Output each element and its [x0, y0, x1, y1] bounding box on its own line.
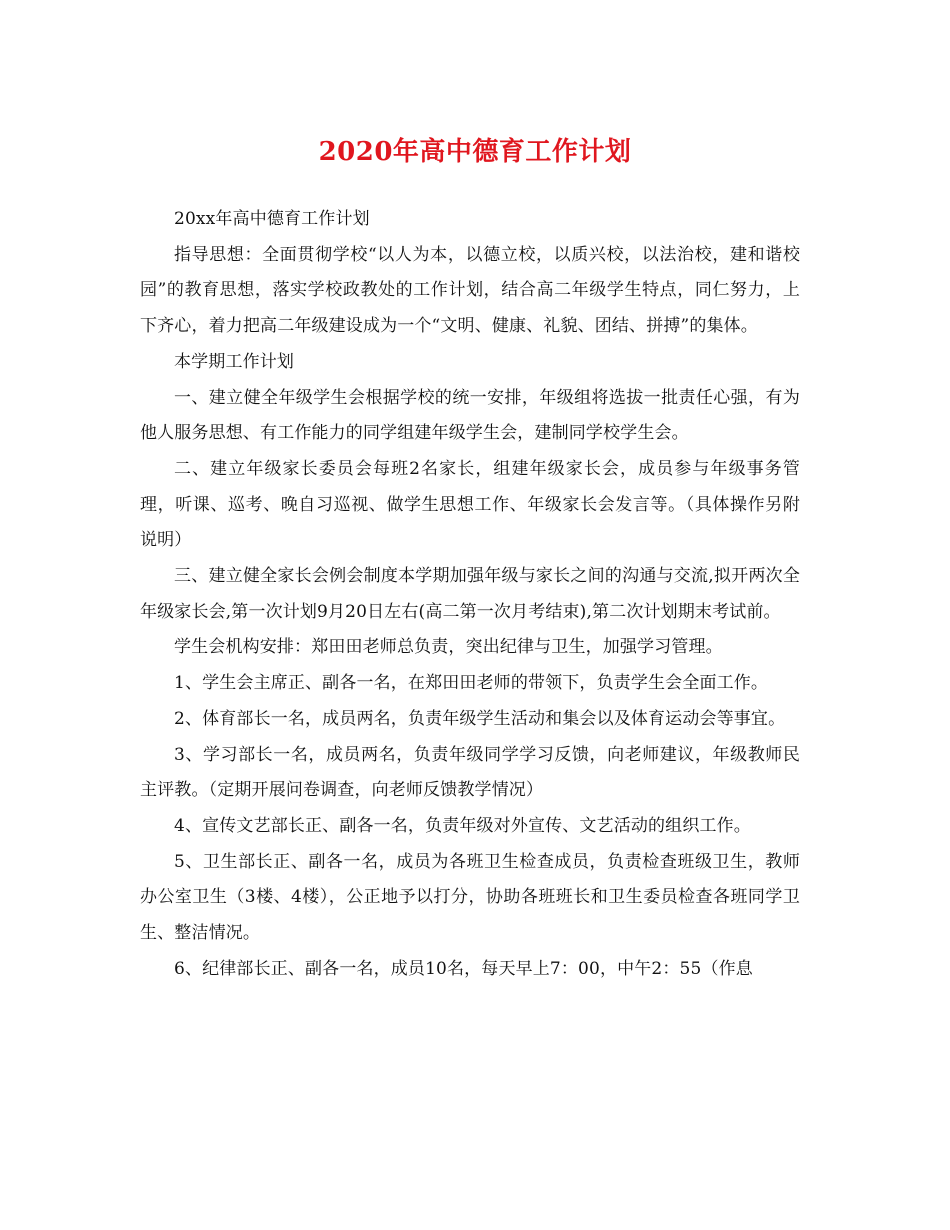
union-role-paragraph: 1、学生会主席正、副各一名，在郑田田老师的带领下，负责学生会全面工作。	[174, 673, 769, 694]
plan-item-paragraph: 一、建立健全年级学生会根据学校的统一安排，年级组将选拔一批责任心强，有为他人服务思想、有工作能力的同学组建年级学生会，建制同学校学生会。	[140, 387, 800, 444]
union-role-paragraph: 5、卫生部长正、副各一名，成员为各班卫生检查成员，负责检查班级卫生，教师办公室卫生（3楼、4楼），公正地予以打分，协助各班班长和卫生委员检查各班同学卫生、整洁情况。	[140, 851, 800, 944]
subtitle-paragraph: 20xx年高中德育工作计划	[174, 209, 370, 229]
union-role-paragraph: 2、体育部长一名，成员两名，负责年级学生活动和集会以及体育运动会等事宜。	[174, 708, 786, 729]
union-role-paragraph: 3、学习部长一名，成员两名，负责年级同学学习反馈，向老师建议，年级教师民主评教。（定期开展问卷调查，向老师反馈教学情况）	[140, 744, 800, 801]
student-union-heading: 学生会机构安排：郑田田老师总负责，突出纪律与卫生，加强学习管理。	[174, 637, 723, 658]
document-body	[140, 202, 800, 987]
guiding-thought-paragraph: 指导思想：全面贯彻学校“以人为本，以德立校，以质兴校，以法治校，建和谐校园”的教育思想，落实学校政教处的工作计划，结合高二年级学生特点，同仁努力，上下齐心，着力把高二年级建设成为一个“文明、健康、礼貌、团结、拼搏”的集体。	[140, 244, 800, 337]
union-role-paragraph: 6、纪律部长正、副各一名，成员10名，每天早上7：00，中午2：55（作息	[174, 958, 753, 979]
document-title: 2020年高中德育工作计划	[318, 137, 632, 167]
semester-plan-heading: 本学期工作计划	[174, 351, 295, 372]
union-role-paragraph: 4、宣传文艺部长正、副各一名，负责年级对外宣传、文艺活动的组织工作。	[174, 815, 751, 836]
plan-item-paragraph: 二、建立年级家长委员会每班2名家长，组建年级家长会，成员参与年级事务管理，听课、巡考、晚自习巡视、做学生思想工作、年级家长会发言等。（具体操作另附说明）	[140, 458, 800, 551]
plan-item-paragraph: 三、建立健全家长会例会制度本学期加强年级与家长之间的沟通与交流,拟开两次全年级家长会,第一次计划9月20日左右(高二第一次月考结束),第二次计划期末考试前。	[140, 566, 800, 622]
